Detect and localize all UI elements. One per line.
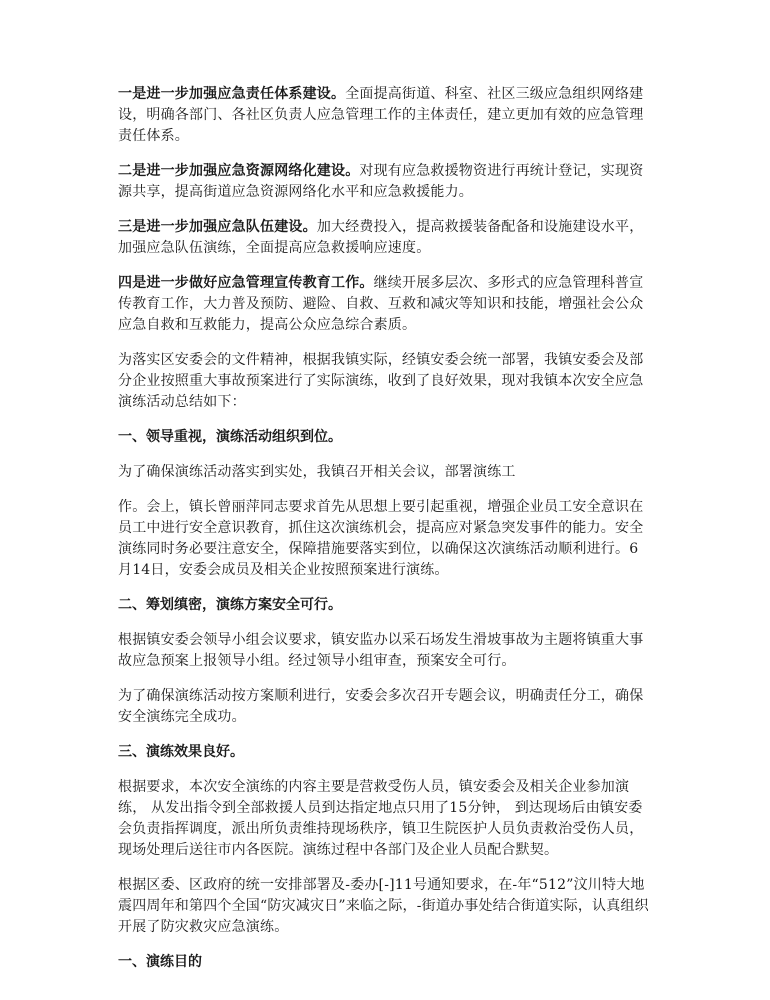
section-three-paragraph: 根据要求，本次安全演练的内容主要是营救受伤人员，镇安委会及相关企业参加演练， 从发出指令到全部救援人员到达指定地点只用了15分钟， 到达现场后由镇安委会负责指挥调度，派出所负责维持现场秩序，镇卫生院医护人员负责救治受伤人员，现场处理后送往市内各医院。演练过程中各部门及企业人员配合默契。 [118, 779, 644, 858]
point-one-lead: 一是进一步加强应急责任体系建设。 [118, 86, 346, 102]
point-four-lead: 四是进一步做好应急管理宣传教育工作。 [118, 275, 374, 291]
point-one-body: 全面提高街道、科室、社区三级应急组织网络建设，明确各部门、各社区负责人应急管理工作的主体责任，建立更加有效的应急管理责任体系。 [118, 86, 644, 144]
section-one-paragraph-a: 为了确保演练活动落实到实处，我镇召开相关会议，部署演练工 [118, 464, 516, 480]
drill-purpose-heading: 一、演练目的 [118, 954, 202, 970]
section-two-paragraph-a: 根据镇安委会领导小组会议要求，镇安监办以采石场发生滑坡事故为主题将镇重大事故应急预案上报领导小组。经过领导小组审查，预案安全可行。 [118, 632, 644, 669]
point-three-paragraph [118, 217, 652, 259]
point-two-paragraph [118, 161, 652, 203]
section-two-heading: 二、筹划缜密，演练方案安全可行。 [118, 597, 342, 613]
second-document-intro: 根据区委、区政府的统一安排部署及-委办[-]11号通知要求，在-年“512”汶川特大地震四周年和第四个全国“防灾减灾日”来临之际，-街道办事处结合街道实际，认真组织开展了防灾救灾应急演练。 [118, 877, 649, 935]
point-three-body: 加大经费投入，提高救援装备配备和设施建设水平，加强应急队伍演练，全面提高应急救援响应速度。 [118, 219, 644, 256]
point-two-body: 对现有应急救援物资进行再统计登记，实现资源共享，提高街道应急资源网络化水平和应急救援能力。 [118, 163, 644, 200]
point-three-lead: 三是进一步加强应急队伍建设。 [118, 219, 317, 235]
point-one-paragraph [118, 84, 652, 147]
point-four-paragraph [118, 273, 652, 336]
section-one-heading: 一、领导重视，演练活动组织到位。 [118, 429, 342, 445]
point-two-lead: 二是进一步加强应急资源网络化建设。 [118, 163, 360, 179]
point-four-body: 继续开展多层次、多形式的应急管理科普宣传教育工作，大力普及预防、避险、自救、互救和减灾等知识和技能，增强社会公众应急自救和互救能力，提高公众应急综合素质。 [118, 275, 644, 333]
intro-paragraph: 为落实区安委会的文件精神，根据我镇实际，经镇安委会统一部署，我镇安委会及部分企业按照重大事故预案进行了实际演练，收到了良好效果，现对我镇本次安全应急演练活动总结如下： [118, 352, 644, 410]
section-two-paragraph-b: 为了确保演练活动按方案顺利进行，安委会多次召开专题会议，明确责任分工，确保安全演练完全成功。 [118, 688, 644, 725]
section-three-heading: 三、演练效果良好。 [118, 744, 244, 760]
section-one-paragraph-b: 作。会上，镇长曾丽萍同志要求首先从思想上要引起重视，增强企业员工安全意识在员工中进行安全意识教育，抓住这次演练机会，提高应对紧急突发事件的能力。安全演练同时务必要注意安全，保障措施要落实到位，以确保这次演练活动顺利进行。6月14日，安委会成员及相关企业按照预案进行演练。 [118, 499, 644, 578]
